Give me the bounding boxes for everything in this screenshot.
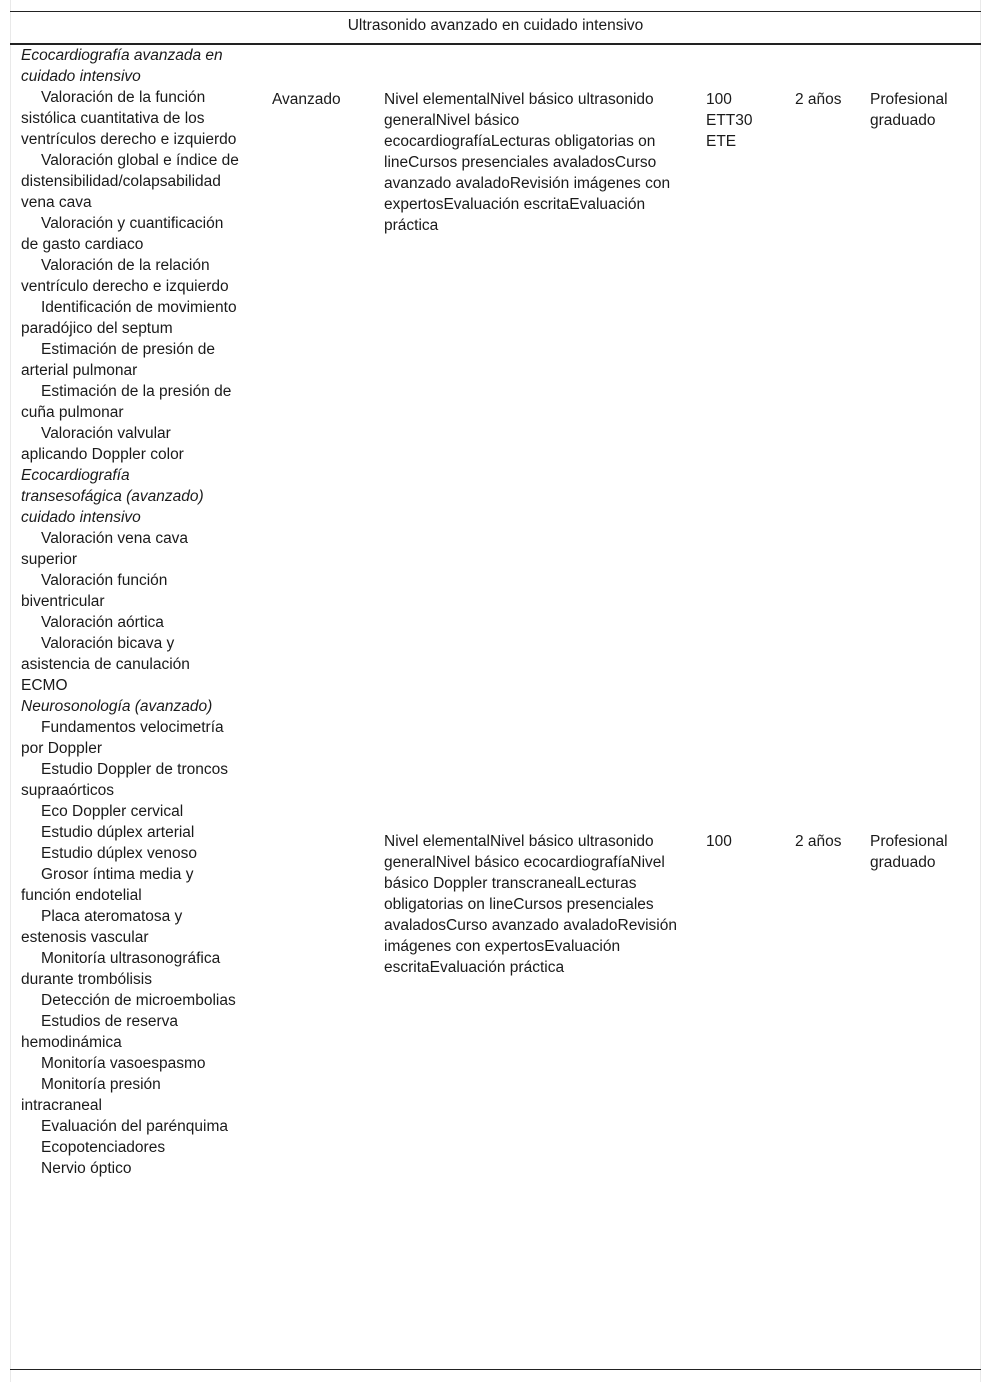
studies-cell: 100	[706, 833, 732, 850]
list-item: Estudios de reserva hemodinámica	[21, 1013, 178, 1051]
list-item: Eco Doppler cervical	[41, 803, 184, 820]
list-item: Valoración aórtica	[41, 614, 164, 631]
duration-cell: 2 años	[795, 91, 842, 108]
list-item: Monitoría presión intracraneal	[21, 1076, 161, 1114]
list-item: Valoración y cuantificación de gasto cardiaco	[21, 215, 224, 253]
training-cell: Nivel elementalNivel básico ultrasonido generalNivel básico ecocardiografíaLecturas obligatorias on lineCursos presenciales avaladosCurso avanzado avaladoRevisión imágenes con expertosEvaluación escritaEvaluación práctica	[384, 91, 671, 234]
list-item: Fundamentos velocimetría por Doppler	[21, 719, 224, 757]
list-item: Monitoría ultrasonográfica durante trombólisis	[21, 950, 221, 988]
list-item: Estimación de la presión de cuña pulmonar	[21, 383, 232, 421]
list-item: Estudio Doppler de troncos supraaórticos	[21, 761, 228, 799]
list-item: Valoración bicava y asistencia de canulación ECMO	[21, 635, 190, 694]
list-item: Valoración de la función sistólica cuantitativa de los ventrículos derecho e izquierdo	[21, 89, 237, 148]
duration-cell: 2 años	[795, 833, 842, 850]
section-title: Ecocardiografía avanzada en cuidado intensivo	[21, 47, 223, 85]
list-item: Identificación de movimiento paradójico del septum	[21, 299, 237, 337]
profile-cell: Profesional graduado	[870, 91, 948, 129]
list-item: Evaluación del parénquima	[41, 1118, 228, 1135]
list-item: Valoración valvular aplicando Doppler color	[21, 425, 184, 463]
profile-cell: Profesional graduado	[870, 833, 948, 871]
table-title: Ultrasonido avanzado en cuidado intensivo	[347, 17, 644, 34]
list-item: Valoración de la relación ventrículo derecho e izquierdo	[21, 257, 229, 295]
list-item: Ecopotenciadores	[41, 1139, 166, 1156]
list-item: Valoración global e índice de distensibilidad/colapsabilidad vena cava	[21, 152, 239, 211]
training-cell: Nivel elementalNivel básico ultrasonido generalNivel básico ecocardiografíaNivel básico Doppler transcranealLecturas obligatorias on lineCursos presenciales avaladosCurso avanzado avaladoRevisión imágenes con expertosEvaluación escritaEvaluación práctica	[384, 833, 677, 976]
list-item: Monitoría vasoespasmo	[41, 1055, 206, 1072]
studies-cell: 100 ETT30 ETE	[706, 91, 753, 150]
table-bottom-rule	[10, 1369, 981, 1370]
section-title: Ecocardiografía transesofágica (avanzado) cuidado intensivo	[21, 467, 204, 526]
list-item: Nervio óptico	[41, 1160, 132, 1177]
list-item: Placa ateromatosa y estenosis vascular	[21, 908, 183, 946]
section-title: Neurosonología (avanzado)	[21, 698, 213, 715]
section-ecocardiografia-avanzada	[21, 45, 239, 1179]
table-top-rule	[10, 11, 981, 12]
list-item: Valoración función biventricular	[21, 572, 168, 610]
list-item: Estudio dúplex venoso	[41, 845, 197, 862]
list-item: Detección de microembolias	[41, 992, 236, 1009]
list-item: Valoración vena cava superior	[21, 530, 189, 568]
list-item: Estudio dúplex arterial	[41, 824, 195, 841]
level-cell: Avanzado	[272, 91, 341, 108]
list-item: Grosor íntima media y función endotelial	[21, 866, 194, 904]
list-item: Estimación de presión de arterial pulmonar	[21, 341, 216, 379]
